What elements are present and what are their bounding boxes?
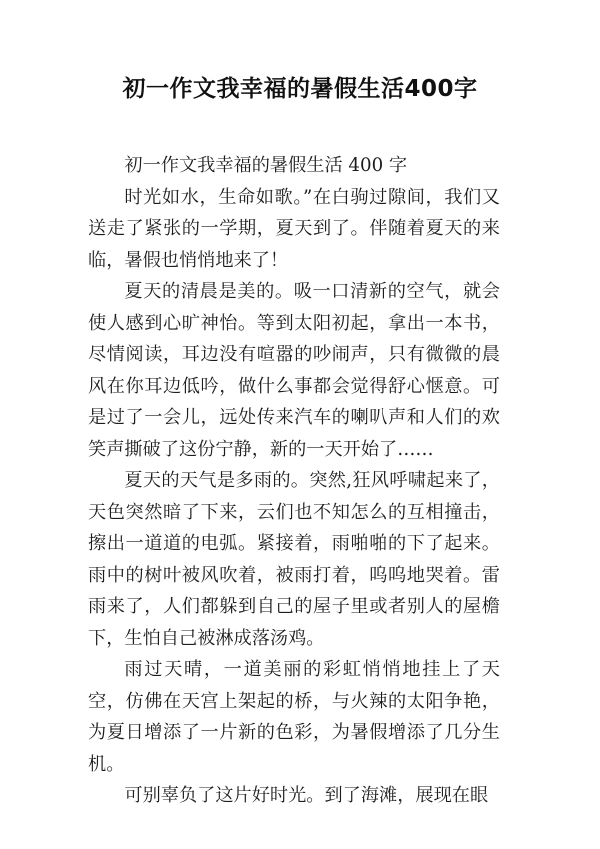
paragraph: 时光如水，生命如歌。”在白驹过隙间，我们又送走了紧张的一学期，夏天到了。伴随着夏天的来临，暑假也悄悄地来了！ [88,186,500,271]
paragraph: 雨过天晴，一道美丽的彩虹悄悄地挂上了天空，仿佛在天宫上架起的桥，与火辣的太阳争艳，为夏日增添了一片新的色彩，为暑假增添了几分生机。 [88,659,500,775]
paragraph: 可别辜负了这片好时光。到了海滩，展现在眼 [124,785,489,806]
paragraph: 夏天的天气是多雨的。突然,狂风呼啸起来了，天色突然暗了下来，云们也不知怎么的互相撞击，擦出一道道的电弧。紧接着，雨啪啪的下了起来。雨中的树叶被风吹着，被雨打着，呜呜地哭着。雷雨来了，人们都躲到自己的屋子里或者别人的屋檐下，生怕自己被淋成落汤鸡。 [88,470,500,649]
document-body [88,150,500,812]
paragraph: 夏天的清晨是美的。吸一口清新的空气，就会使人感到心旷神怡。等到太阳初起，拿出一本书，尽情阅读，耳边没有喧嚣的吵闹声，只有微微的晨风在你耳边低吟，做什么事都会觉得舒心惬意。可是过了一会儿，远处传来汽车的喇叭声和人们的欢笑声撕破了这份宁静，新的一天开始了…… [88,281,500,460]
document-subtitle: 初一作文我幸福的暑假生活 400 字 [124,155,408,176]
document-title: 初一作文我幸福的暑假生活400字 [122,76,478,102]
